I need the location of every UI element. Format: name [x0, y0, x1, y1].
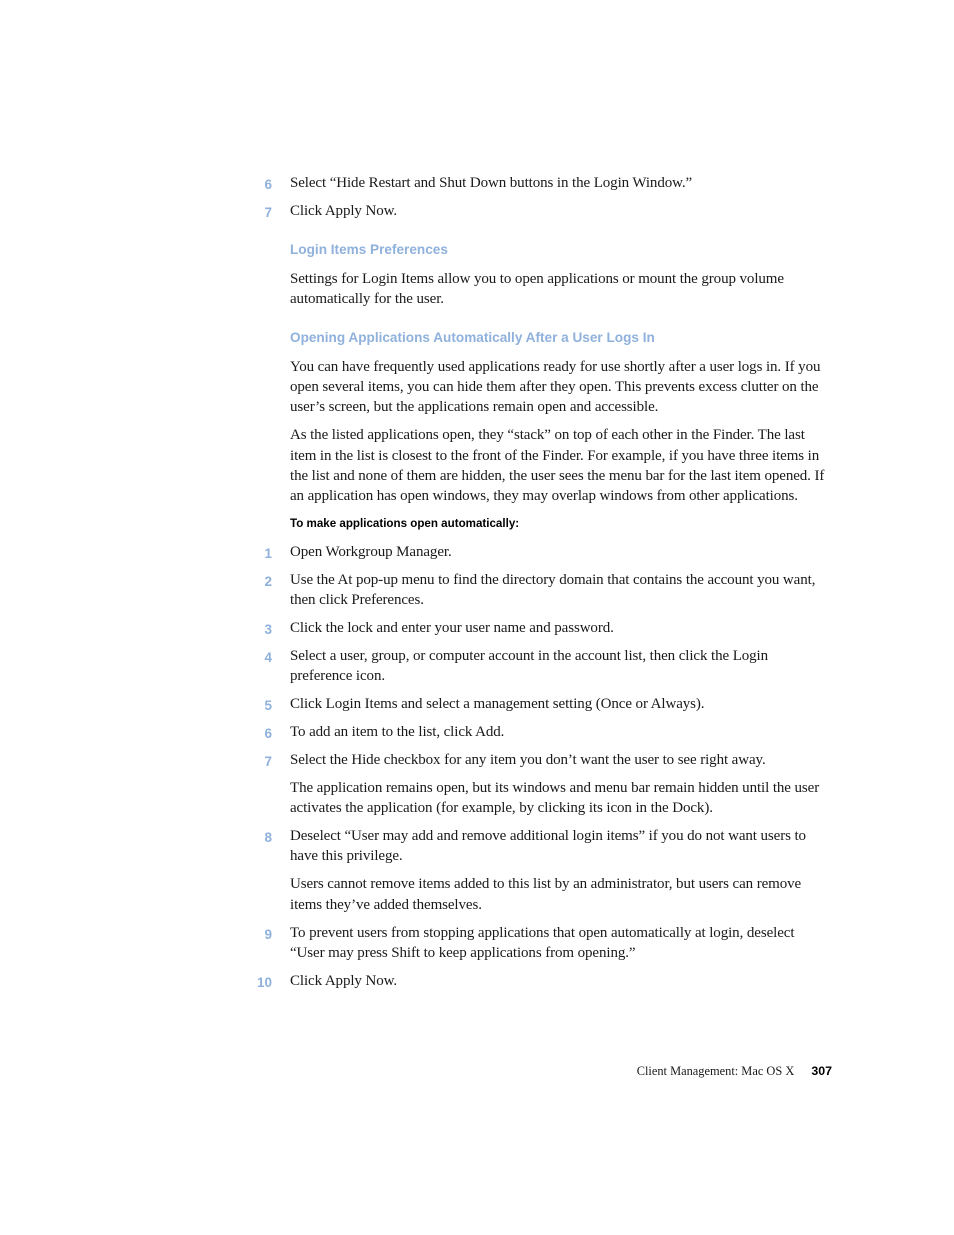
step-text: Click Apply Now. — [290, 203, 398, 219]
step-text: Click Apply Now. — [290, 972, 398, 989]
footer-title: Client Management: Mac OS X — [636, 1064, 795, 1078]
step-c-10 — [256, 971, 832, 991]
step-b-4 — [264, 646, 832, 686]
step-number: 4 — [264, 649, 272, 665]
step-text: Select the Hide checkbox for any item you don’t want the user to see right away. — [290, 751, 766, 768]
step-a-6 — [264, 173, 832, 193]
step-number: 7 — [264, 205, 272, 220]
subsection-heading: Opening Applications Automatically After a User Logs In — [290, 329, 655, 345]
section-heading: Login Items Preferences — [290, 241, 448, 257]
step-b-5 — [264, 694, 832, 714]
step-number: 3 — [264, 621, 272, 637]
section-intro: Settings for Login Items allow you to open applications or mount the group volume automatically for the user. — [290, 270, 784, 308]
step-number: 1 — [264, 545, 272, 561]
step-b-1 — [264, 542, 832, 562]
step-b-7 — [264, 750, 832, 770]
page-number: 307 — [811, 1064, 832, 1078]
page-footer — [637, 1062, 832, 1080]
step-text: Click the lock and enter your user name and password. — [290, 619, 614, 636]
step-note: The application remains open, but its windows and menu bar remain hidden until the user activates the application (for example, by clicking its icon in the Dock). — [290, 779, 820, 817]
step-c-9 — [264, 923, 832, 963]
step-text: Select “Hide Restart and Shut Down buttons in the Login Window.” — [290, 175, 693, 191]
step-number: 10 — [256, 974, 272, 990]
step-b-3 — [264, 618, 832, 638]
step-b-2 — [264, 570, 832, 610]
step-number: 7 — [264, 753, 272, 769]
step-note: Users cannot remove items added to this list by an administrator, but users can remove items they’ve added themselves. — [290, 876, 802, 913]
step-8 — [264, 826, 832, 866]
step-number: 8 — [264, 830, 272, 846]
page-content — [256, 173, 832, 991]
step-text: Select a user, group, or computer account in the account list, then click the Login preference icon. — [290, 647, 769, 684]
step-text: Click Login Items and select a management setting (Once or Always). — [290, 695, 705, 712]
step-number: 2 — [264, 573, 272, 589]
step-number: 5 — [264, 697, 272, 713]
paragraph: You can have frequently used applications ready for use shortly after a user logs in. If you open several items, you can hide them after they open. This prevents excess clutter on the user’s screen, but the applications remain open and accessible. — [290, 358, 821, 416]
step-number: 6 — [264, 725, 272, 741]
step-b-6 — [264, 722, 832, 742]
step-a-7 — [264, 201, 832, 221]
task-heading: To make applications open automatically: — [290, 517, 520, 531]
paragraph: As the listed applications open, they “stack” on top of each other in the Finder. The last item in the list is closest to the front of the Finder. For example, if you have three items in the list and none of them are hidden, the user sees the menu bar for the last item opened. If an application has open windows, they may overlap windows from other applications. — [290, 427, 825, 504]
step-text: Open Workgroup Manager. — [290, 543, 452, 560]
step-text: To add an item to the list, click Add. — [290, 723, 505, 740]
step-text: Deselect “User may add and remove additional login items” if you do not want users to have this privilege. — [290, 828, 806, 865]
step-number: 6 — [264, 177, 272, 192]
step-number: 9 — [264, 926, 272, 942]
step-text: Use the At pop-up menu to find the directory domain that contains the account you want, then click Preferences. — [290, 571, 816, 608]
step-text: To prevent users from stopping applications that open automatically at login, deselect “User may press Shift to keep applications from opening.” — [290, 924, 795, 961]
